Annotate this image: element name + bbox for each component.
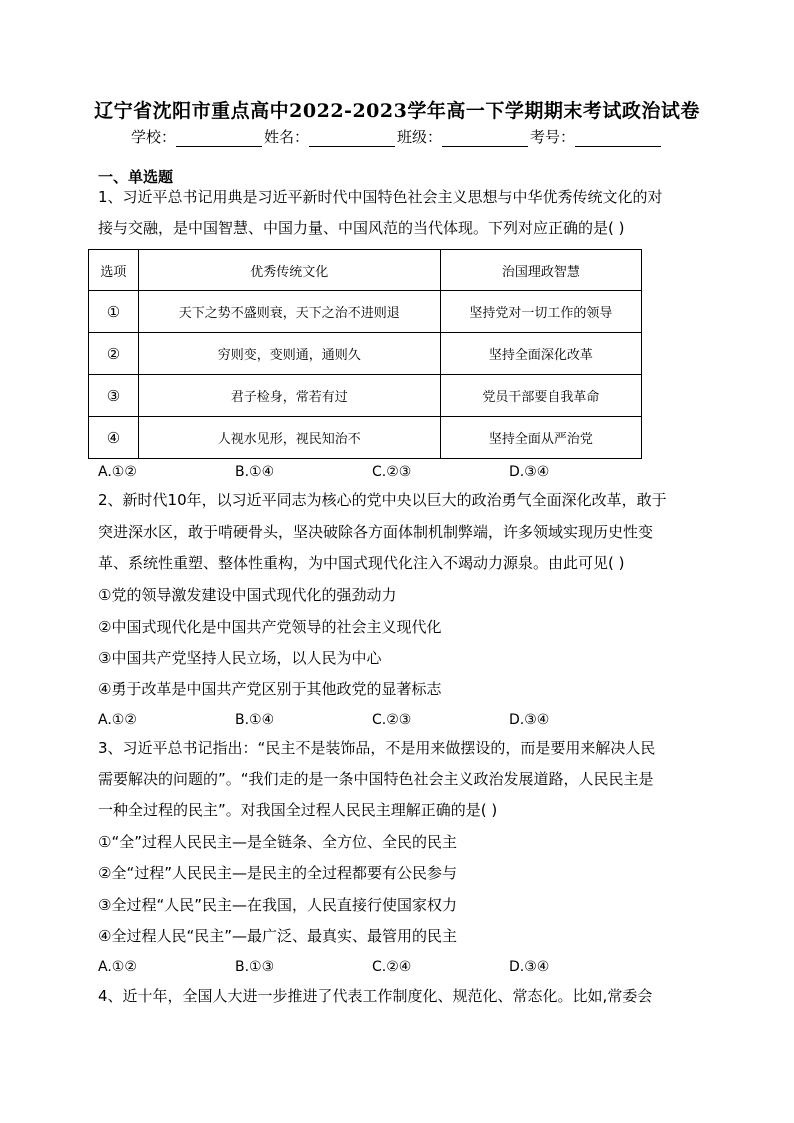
table-cell: ① bbox=[89, 291, 139, 333]
q2-options bbox=[98, 712, 698, 734]
class-label: 班级： bbox=[397, 128, 443, 146]
q1-table bbox=[88, 249, 642, 459]
school-blank[interactable] bbox=[176, 132, 262, 147]
table-header-cell: 优秀传统文化 bbox=[138, 250, 440, 291]
number-blank[interactable] bbox=[575, 132, 661, 147]
name-label: 姓名： bbox=[263, 128, 309, 146]
table-cell: 天下之势不盛则衰，天下之治不进则退 bbox=[138, 291, 440, 333]
option-c[interactable]: C.②③ bbox=[372, 712, 412, 728]
q2-item-4: ④勇于改革是中国共产党区别于其他政党的显著标志 bbox=[98, 680, 442, 698]
number-label: 考号： bbox=[530, 128, 576, 146]
q3-item-3: ③全过程“人民”民主—在我国，人民直接行使国家权力 bbox=[98, 896, 457, 914]
q3-item-2: ②全“过程”人民民主—是民主的全过程都要有公民参与 bbox=[98, 864, 457, 882]
q3-line-1: 3、习近平总书记指出：“民主不是装饰品，不是用来做摆设的，而是要用来解决人民 bbox=[98, 739, 656, 757]
table-row bbox=[89, 333, 642, 375]
table-cell: 君子检身，常若有过 bbox=[138, 375, 440, 417]
option-c[interactable]: C.②③ bbox=[372, 464, 412, 480]
name-blank[interactable] bbox=[309, 132, 395, 147]
table-cell: 坚持全面从严治党 bbox=[440, 417, 641, 459]
table-header-row bbox=[89, 250, 642, 291]
q3-item-1: ①“全”过程人民民主—是全链条、全方位、全民的民主 bbox=[98, 833, 457, 851]
q3-line-3: 一种全过程的民主”。对我国全过程人民民主理解正确的是( ) bbox=[98, 801, 498, 819]
q1-options bbox=[98, 464, 698, 486]
q3-options bbox=[98, 959, 698, 981]
q3-item-4: ④全过程人民“民主”—最广泛、最真实、最管用的民主 bbox=[98, 927, 457, 945]
class-blank[interactable] bbox=[442, 132, 528, 147]
option-a[interactable]: A.①② bbox=[98, 712, 137, 728]
q2-line-2: 突进深水区，敢于啃硬骨头，坚决破除各方面体制机制弊端，许多领域实现历史性变 bbox=[98, 523, 654, 541]
table-row bbox=[89, 417, 642, 459]
option-a[interactable]: A.①② bbox=[98, 464, 137, 480]
q1-line-2: 接与交融，是中国智慧、中国力量、中国风范的当代体现。下列对应正确的是( ) bbox=[98, 219, 625, 237]
q2-item-1: ①党的领导激发建设中国式现代化的强劲动力 bbox=[98, 586, 397, 604]
table-row bbox=[89, 291, 642, 333]
option-c[interactable]: C.②④ bbox=[372, 959, 412, 975]
option-d[interactable]: D.③④ bbox=[509, 959, 550, 975]
q1-line-1: 1、习近平总书记用典是习近平新时代中国特色社会主义思想与中华优秀传统文化的对 bbox=[98, 188, 663, 206]
table-cell: 坚持党对一切工作的领导 bbox=[440, 291, 641, 333]
table-cell: ② bbox=[89, 333, 139, 375]
page-title: 辽宁省沈阳市重点高中2022-2023学年高一下学期期末考试政治试卷 bbox=[94, 100, 700, 122]
table-cell: 坚持全面深化改革 bbox=[440, 333, 641, 375]
option-d[interactable]: D.③④ bbox=[509, 464, 550, 480]
q4-line-1: 4、近十年，全国人大进一步推进了代表工作制度化、规范化、常态化。比如,常委会 bbox=[98, 987, 653, 1005]
option-b[interactable]: B.①④ bbox=[235, 712, 275, 728]
q2-line-1: 2、新时代10年，以习近平同志为核心的党中央以巨大的政治勇气全面深化改革，敢于 bbox=[98, 491, 667, 509]
table-cell: 穷则变，变则通，通则久 bbox=[138, 333, 440, 375]
table-cell: 党员干部要自我革命 bbox=[440, 375, 641, 417]
student-info-line bbox=[0, 126, 794, 147]
option-d[interactable]: D.③④ bbox=[509, 712, 550, 728]
q3-line-2: 需要解决的问题的”。“我们走的是一条中国特色社会主义政治发展道路，人民民主是 bbox=[98, 770, 654, 788]
q2-item-3: ③中国共产党坚持人民立场，以人民为中心 bbox=[98, 649, 382, 667]
school-label: 学校： bbox=[130, 128, 176, 146]
table-header-cell: 治国理政智慧 bbox=[440, 250, 641, 291]
option-a[interactable]: A.①② bbox=[98, 959, 137, 975]
table-header-cell: 选项 bbox=[89, 250, 139, 291]
table-cell: 人视水见形，视民知治不 bbox=[138, 417, 440, 459]
q2-line-3: 革、系统性重塑、整体性重构，为中国式现代化注入不竭动力源泉。由此可见( ) bbox=[98, 554, 625, 572]
option-b[interactable]: B.①④ bbox=[235, 464, 275, 480]
table-cell: ④ bbox=[89, 417, 139, 459]
q2-item-2: ②中国式现代化是中国共产党领导的社会主义现代化 bbox=[98, 618, 442, 636]
section-heading: 一、单选题 bbox=[98, 168, 174, 186]
table-row bbox=[89, 375, 642, 417]
table-cell: ③ bbox=[89, 375, 139, 417]
option-b[interactable]: B.①③ bbox=[235, 959, 275, 975]
